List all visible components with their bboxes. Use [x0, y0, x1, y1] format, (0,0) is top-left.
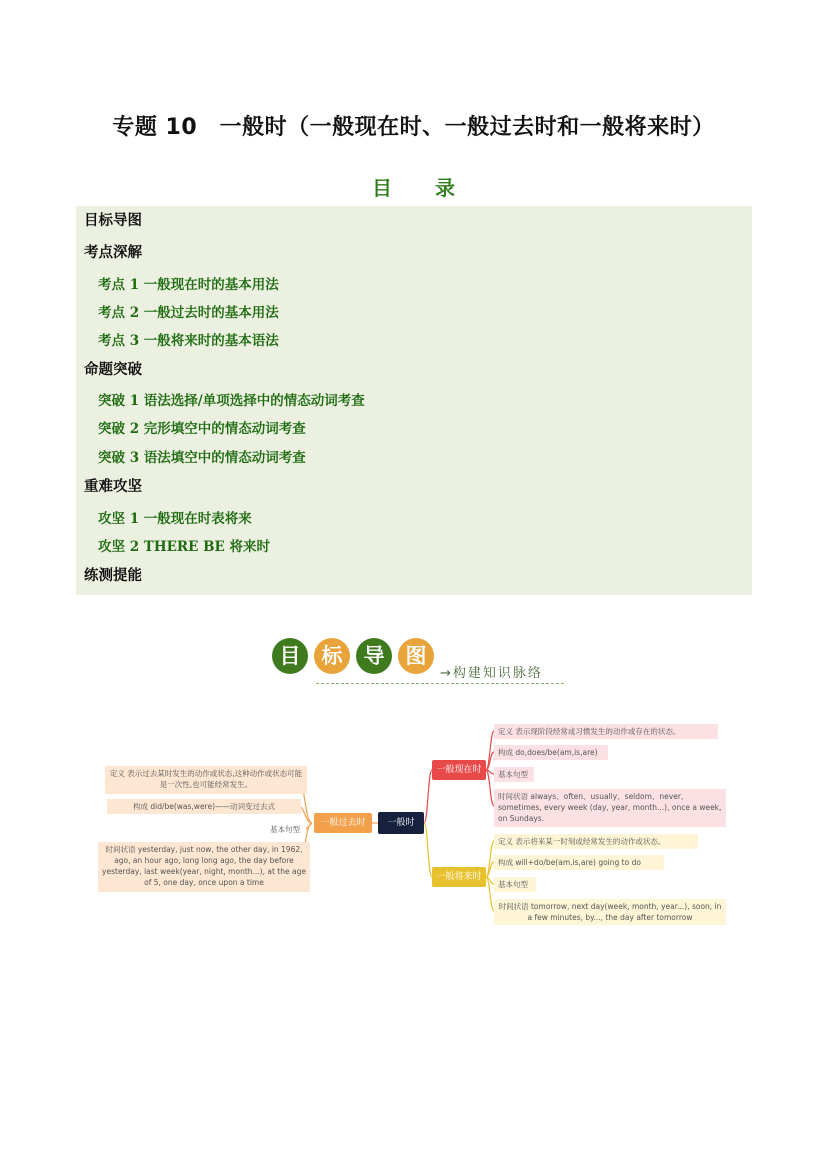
future-time-adverbials: 时间状语 tomorrow, next day(week, month, year...), soon, in a few minutes, by..., the day after tomorrow	[494, 899, 726, 925]
future-structure: 构成 will+do/be(am,is,are) going to do	[494, 855, 664, 870]
present-definition: 定义 表示现阶段经常或习惯发生的动作或存在的状态。	[494, 724, 718, 739]
toc-section-heading: 命题突破	[84, 362, 142, 378]
toc-entry-link[interactable]: 突破 1 语法选择/单项选择中的情态动词考查	[98, 393, 365, 409]
banner-char-1: 目	[272, 638, 308, 674]
toc-section-heading: 目标导图	[84, 213, 142, 229]
table-of-contents	[76, 206, 752, 595]
toc-entry-link[interactable]: 攻坚 2 THERE BE 将来时	[98, 539, 270, 555]
mindmap-past-node: 一般过去时	[314, 813, 372, 833]
toc-section-heading: 考点深解	[84, 245, 142, 261]
banner-divider	[316, 683, 564, 684]
toc-entry-link[interactable]: 突破 3 语法填空中的情态动词考查	[98, 450, 306, 466]
section-banner	[272, 636, 572, 686]
toc-entry-link[interactable]: 考点 2 一般过去时的基本用法	[98, 305, 279, 321]
mindmap-present-node: 一般现在时	[432, 760, 486, 780]
present-structure: 构成 do,does/be(am,is,are)	[494, 745, 608, 760]
toc-section-heading: 练测提能	[84, 568, 142, 584]
toc-section-heading: 重难攻坚	[84, 479, 142, 495]
future-definition: 定义 表示将来某一时刻或经常发生的动作或状态。	[494, 834, 698, 849]
toc-heading: 目 录	[372, 176, 473, 200]
past-definition: 定义 表示过去某时发生的动作或状态,这种动作或状态可能是一次性,也可能经常发生。	[105, 766, 307, 794]
banner-char-4: 图	[398, 638, 434, 674]
toc-entry-link[interactable]: 考点 1 一般现在时的基本用法	[98, 277, 279, 293]
banner-char-3: 导	[356, 638, 392, 674]
banner-subtitle: →构建知识脉络	[440, 666, 543, 681]
document-title: 专题 10 一般时（一般现在时、一般过去时和一般将来时）	[112, 115, 715, 140]
toc-entry-link[interactable]: 考点 3 一般将来时的基本语法	[98, 333, 279, 349]
mindmap-future-node: 一般将来时	[432, 867, 486, 887]
past-time-adverbials: 时间状语 yesterday, just now, the other day, in 1962, ago, an hour ago, long long ago, the day before yesterday, last week(year, night, month...), at the age of 5, one day, once upon a time	[98, 842, 310, 892]
past-structure: 构成 did/be(was,were)——动词变过去式	[107, 799, 301, 814]
future-pattern: 基本句型	[494, 877, 536, 892]
present-time-adverbials: 时间状语 always、often、usually、seldom、never、sometimes, every week (day, year, month...), once a week, on Sundays.	[494, 789, 726, 827]
banner-char-2: 标	[314, 638, 350, 674]
toc-entry-link[interactable]: 突破 2 完形填空中的情态动词考查	[98, 421, 306, 437]
toc-entry-link[interactable]: 攻坚 1 一般现在时表将来	[98, 511, 252, 527]
mindmap-center-node: 一般时	[378, 812, 424, 834]
present-pattern: 基本句型	[494, 767, 534, 782]
past-pattern: 基本句型	[270, 825, 300, 834]
